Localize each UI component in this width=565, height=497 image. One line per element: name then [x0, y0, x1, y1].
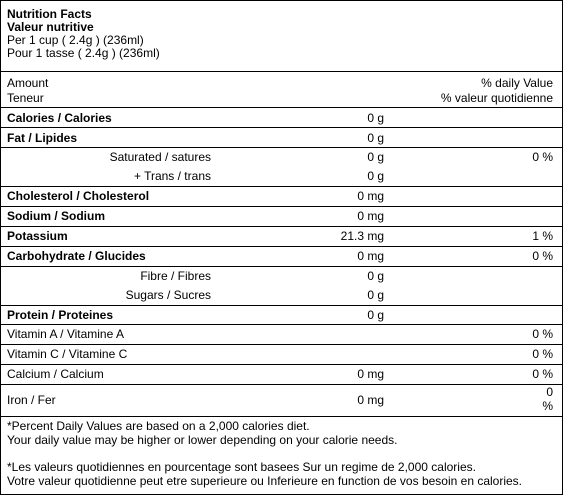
- nutrient-name: Iron / Fer: [7, 393, 56, 407]
- serving-fr: Pour 1 tasse ( 2.4g ) (236ml): [7, 46, 160, 60]
- row-vitamin-a: [1, 324, 562, 345]
- dv-en: % daily Value: [481, 76, 553, 90]
- nutrient-name: Calcium / Calcium: [7, 367, 104, 381]
- amount-heading: [7, 76, 48, 106]
- nutrient-name: Carbohydrate / Glucides: [7, 249, 146, 263]
- nutrient-name: Sodium / Sodium: [7, 209, 105, 223]
- label-header: [7, 8, 160, 60]
- nutrient-name: Calories / Calories: [7, 111, 112, 125]
- amount-fr: Teneur: [7, 91, 44, 105]
- footnote-en-2: Your daily value may be higher or lower depending on your calorie needs.: [7, 433, 398, 447]
- nutrient-value: 0 mg: [357, 189, 384, 203]
- nutrient-name: Potassium: [7, 229, 68, 243]
- nutrient-name: Sugars / Sucres: [125, 288, 211, 302]
- footnote-fr-1: *Les valeurs quotidiennes en pourcentage sont basees Sur un regime de 2,000 calories.: [7, 460, 476, 474]
- nutrient-name: + Trans / trans: [133, 169, 211, 183]
- row-cholesterol: [1, 186, 562, 207]
- row-potassium: [1, 226, 562, 247]
- daily-value-heading: [441, 76, 553, 106]
- iron-percent-number: 0: [546, 385, 553, 399]
- row-calcium: [1, 364, 562, 385]
- row-carb-breakdown: [1, 266, 562, 306]
- footnote-en-1: *Percent Daily Values are based on a 2,000 calories diet.: [7, 419, 310, 433]
- nutrient-value: 0 mg: [357, 209, 384, 223]
- row-sodium: [1, 206, 562, 227]
- row-fat: [1, 127, 562, 148]
- nutrient-name: Protein / Proteines: [7, 308, 114, 322]
- title-fr: Valeur nutritive: [7, 20, 94, 34]
- title-en: Nutrition Facts: [7, 7, 92, 21]
- row-fat-breakdown: [1, 147, 562, 187]
- row-vitamin-c: [1, 344, 562, 365]
- nutrient-value: 0 g: [367, 308, 384, 322]
- nutrient-name: Fibre / Fibres: [140, 269, 211, 283]
- nutrient-percent: 0 %: [532, 249, 553, 263]
- row-carbohydrate: [1, 246, 562, 267]
- nutrient-value: 0 g: [367, 288, 384, 302]
- iron-percent-symbol: %: [542, 399, 553, 413]
- footnote-gap: [7, 447, 557, 460]
- amount-en: Amount: [7, 76, 49, 90]
- nutrient-percent: 0 %: [532, 347, 553, 361]
- nutrient-percent: [542, 385, 553, 413]
- dv-fr: % valeur quotidienne: [440, 91, 553, 105]
- row-calories: [1, 107, 562, 128]
- nutrient-value: 0 mg: [357, 249, 384, 263]
- header-divider: [1, 71, 562, 72]
- nutrient-name: Saturated / satures: [109, 150, 211, 164]
- row-iron: [1, 384, 562, 417]
- row-protein: [1, 305, 562, 325]
- nutrient-value: 21.3 mg: [340, 229, 384, 243]
- footnote: [7, 419, 557, 488]
- nutrient-name: Cholesterol / Cholesterol: [7, 189, 150, 203]
- nutrient-value: 0 mg: [357, 367, 384, 381]
- nutrient-name: Vitamin C / Vitamine C: [7, 347, 128, 361]
- nutrient-value: 0 g: [367, 269, 384, 283]
- nutrient-value: 0 g: [367, 131, 384, 145]
- nutrient-name: Fat / Lipides: [7, 131, 78, 145]
- nutrient-value: 0 mg: [357, 393, 384, 407]
- footnote-fr-2: Votre valeur quotidienne peut etre superieure ou Inferieure en function de vos besoin en calories.: [7, 474, 523, 488]
- nutrient-percent: 0 %: [532, 367, 553, 381]
- nutrient-percent: 0 %: [532, 150, 553, 164]
- nutrient-value: 0 g: [367, 111, 384, 125]
- nutrient-percent: 0 %: [532, 327, 553, 341]
- serving-en: Per 1 cup ( 2.4g ) (236ml): [7, 33, 144, 47]
- nutrient-name: Vitamin A / Vitamine A: [7, 327, 124, 341]
- nutrient-percent: 1 %: [532, 229, 553, 243]
- nutrient-value: 0 g: [367, 150, 384, 164]
- nutrient-value: 0 g: [367, 169, 384, 183]
